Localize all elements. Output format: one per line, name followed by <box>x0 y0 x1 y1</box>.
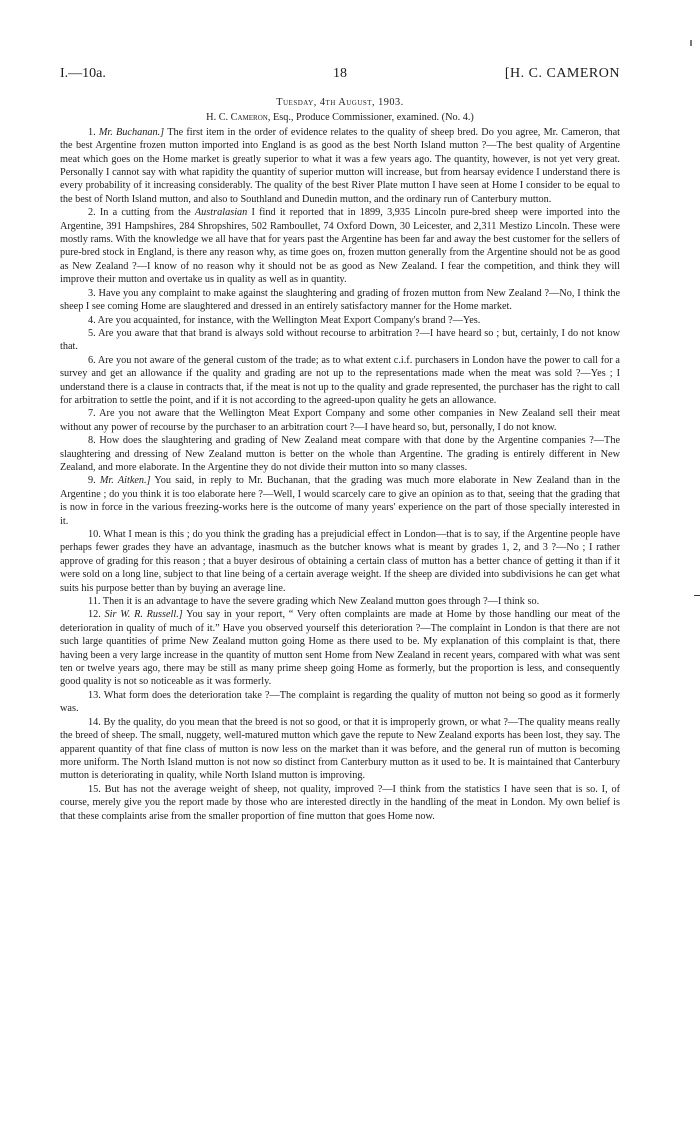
questioner-name: Mr. Aitken.] <box>99 475 151 487</box>
question-number: 5. <box>88 327 96 339</box>
witness-name: H. C. Cameron, <box>206 112 271 124</box>
running-header <box>60 66 620 84</box>
evidence-paragraph <box>60 608 620 688</box>
evidence-paragraph <box>60 689 620 716</box>
evidence-paragraph <box>60 354 620 408</box>
evidence-paragraph <box>60 206 620 286</box>
question-number: 9. <box>88 475 96 487</box>
evidence-paragraph <box>60 783 620 823</box>
question-answer-text: You say in your report, “ Very often complaints are made at Home by those handling our meat of the deterioration in quality of much of it.” Have you observed yourself this deterioration ?—The complaint in London is that there are not such large quantities of prime New Zealand mutton going Home as there used to be. My explanation of this complaint is that, there having been a very large increase in the quantity of mutton sent Home from New Zealand in recent years, compared with what was sent ten or twelve years ago, there may be still as many prime sheep going Home as formerly, but the proportion is less, and consequently good quality is not so noticeable as it was formerly. <box>60 609 621 688</box>
evidence-paragraph <box>60 716 620 783</box>
question-answer-text: Are you not aware of the general custom of the trade; as to what extent c.i.f. purchasers in London have the power to call for a survey and get an allowance if the quality and grading are not up to the representations made when the meat was sold ?—Yes ; I understand there is a clause in contracts that, if the meat is not up to the quality and grade represented, the purchaser has the right to call for arbitration to settle the point, and if it is not according to the agreed-upon quality he gets an allowance. <box>60 354 620 406</box>
question-answer-text: Are you acquainted, for instance, with the Wellington Meat Export Company's brand ?—Yes. <box>95 314 481 326</box>
question-number: 10. <box>88 529 101 540</box>
question-number: 13. <box>88 689 101 701</box>
question-answer-text: What form does the deterioration take ?—The complaint is regarding the quality of mutton not being so good as it formerly was. <box>60 689 620 715</box>
questioner-name: Mr. Buchanan.] <box>98 126 165 138</box>
question-text-lead: In a cutting from the <box>95 207 195 219</box>
evidence-paragraph <box>60 407 620 434</box>
question-number: 12. <box>88 609 101 621</box>
question-answer-text: What I mean is this ; do you think the grading has a prejudicial effect in London—that is to say, if the Argentine people have perhaps fewer grades they have an advantage, inasmuch as the butcher knows what is meant by grades 1, 2, and 3 ?—No ; I rather approve of grading for this reason ; that a buyer desirous of obtaining a certain class of mutton has a better chance of getting it than if it were sold on a long line, subject to that line being of a certain average weight. If the sheep are divided into subdivisions he can get what suits his purpose better than by buying an average line. <box>60 529 620 594</box>
question-number: 6. <box>88 354 96 366</box>
evidence-paragraph <box>60 474 620 528</box>
margin-mark <box>694 595 700 596</box>
publication-title: Australasian <box>194 207 248 219</box>
question-answer-text: Are you not aware that the Wellington Meat Export Company and some other companies in New Zealand sell their meat without any power of recourse by the purchaser to an arbitration court ?—I have heard so, but, personally, I do not know. <box>60 408 620 433</box>
question-number: 11. <box>88 596 101 608</box>
sitting-date: Tuesday, 4th August, 1903. <box>276 97 404 108</box>
page-edge-mark <box>690 40 692 46</box>
question-number: 8. <box>88 435 96 447</box>
question-number: 15. <box>88 783 101 795</box>
question-answer-text: How does the slaughtering and grading of New Zealand meat compare with that done by the Argentine companies ?—The slaughtering and dressing of New Zealand mutton is better on the whole than Argentine. The grading is entirely different in New Zealand, and more elaborate. In the Argentine they do not divide their mutton into so many classes. <box>60 435 620 473</box>
questioner-name: Sir W. R. Russell.] <box>104 609 183 621</box>
evidence-paragraph <box>60 314 620 327</box>
question-answer-text: I find it reported that in 1899, 3,935 Lincoln pure-bred sheep were imported into the Argentine, 391 Hampshires, 284 Shropshires, 502 Ramboullet, 74 Oxford Down, 30 Leicester, and 2,311 Mestizo Lincoln. These were mostly rams. With the knowledge we all have that for years past the Argentine has been far and away the best customer for the sellers of pure-bred stock in England, is there any reason why, as time goes on, frozen mutton generally from the Argentine should not be as good as New Zealand ?—I know of no reason why it should not be as good as New Zealand. I fear the competition, and think they will improve their mutton and overtake us in quality as well as in quantity. <box>60 207 620 286</box>
question-answer-text: But has not the average weight of sheep, not quality, improved ?—I think from the statistics I have seen that is so. I, of course, merely give you the report made by those who are interested directly in the handling of the meat in London. My own belief is that these complaints arise from the smaller proportion of fine mutton that goes Home now. <box>60 783 620 822</box>
question-number: 4. <box>88 314 96 326</box>
evidence-paragraph <box>60 327 620 354</box>
evidence-paragraph <box>60 528 620 595</box>
question-number: 14. <box>88 716 101 728</box>
evidence-paragraph <box>60 595 620 608</box>
question-answer-text: You said, in reply to Mr. Buchanan, that the grading was much more elaborate in New Zealand than in the Argentine ; do you think it is too elaborate here ?—Well, I would scarcely care to give an opinion as to that, seeing that the grading that is now in force in the various freezing-works here is the outcome of many years' experience on the part of those specially interested in it. <box>60 475 620 527</box>
question-answer-text: Then it is an advantage to have the severe grading which New Zealand mutton goes through ?—I think so. <box>100 596 540 608</box>
document-body <box>60 96 620 823</box>
question-number: 1. <box>88 126 96 138</box>
question-number: 3. <box>88 287 96 299</box>
witness-description: Esq., Produce Commissioner, examined. (No. 4.) <box>270 112 474 124</box>
question-answer-text: Are you aware that that brand is always sold without recourse to arbitration ?—I have heard so ; but, certainly, I do not know that. <box>60 327 620 353</box>
document-reference: I.—10a. <box>60 66 106 81</box>
question-number: 7. <box>88 408 96 420</box>
evidence-paragraph <box>60 126 620 206</box>
evidence-paragraph <box>60 287 620 314</box>
question-number: 2. <box>88 207 96 219</box>
question-answer-text: Have you any complaint to make against the slaughtering and grading of frozen mutton from New Zealand ?—No, I think the sheep I see coming Home are slaughtered and dressed in an entirely satisfactory manner for the Home market. <box>60 287 620 313</box>
evidence-list <box>60 126 620 823</box>
witness-header: [H. C. CAMERON <box>504 66 620 81</box>
question-answer-text: By the quality, do you mean that the breed is not so good, or that it is improperly grown, or what ?—The quality means really the breed of sheep. The small, nuggety, well-matured mutton which gave the repute to New Zealand exports has been lost, they say. The apparent quantity of that fine class of mutton is now less on the market than it was before, and the general run of mutton is becoming more uniform. The North Island mutton is not now so distinct from Canterbury mutton as it used to be. It is maintained that Canterbury mutton is deteriorating in quality, while North Island mutton is improving. <box>60 716 620 782</box>
page-number: 18 <box>333 66 347 81</box>
evidence-paragraph <box>60 434 620 474</box>
witness-line <box>60 111 620 124</box>
question-answer-text: The first item in the order of evidence relates to the quality of sheep bred. Do you agree, Mr. Cameron, that the best Argentine frozen mutton imported into England is as good as the best North Island mutton ?—The best quality of Argentine meat which goes on the Home market is greatly superior to what it was a few years ago. The quantity, however, is not yet very great. Personally I cannot say with what rapidity the quantity of superior mutton will increase, but from hearsay evidence I understand there is every probability of it increasing considerably. The quality of the best River Plate mutton I have seen at Home I consider to be equal to the best of North Island mutton, and also to Southland and Dunedin mutton, and the ordinary run of Canterbury mutton. <box>60 126 620 205</box>
